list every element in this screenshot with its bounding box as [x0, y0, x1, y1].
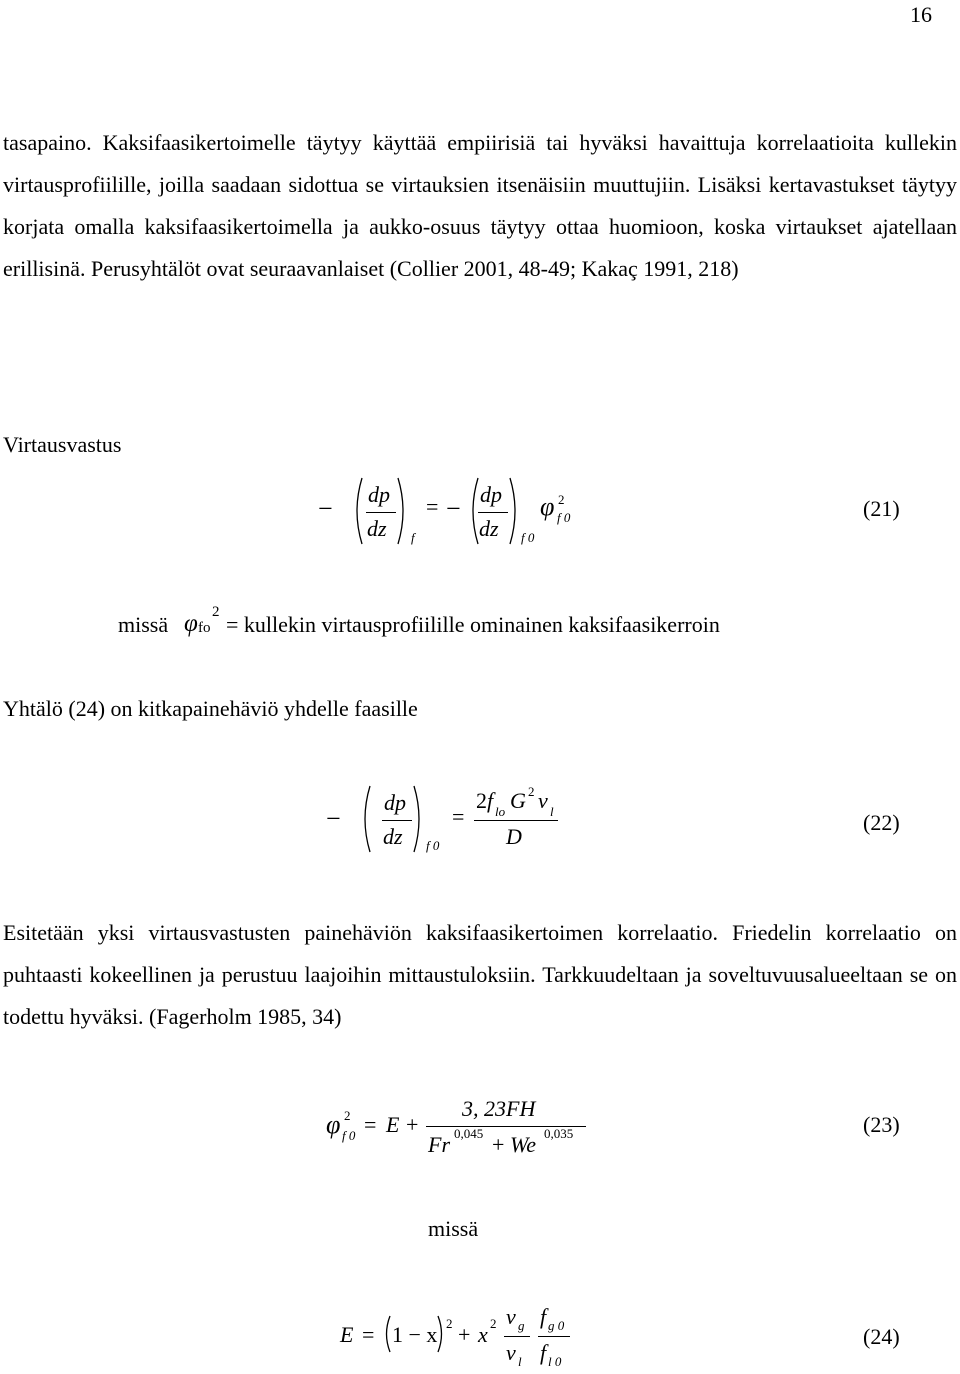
eq24-x: x [478, 1322, 488, 1347]
eq23-den-We-exp: 0,035 [544, 1126, 574, 1141]
eq21-sub-f: f [411, 530, 415, 545]
eq24-equals: = [362, 1322, 375, 1347]
eq24-den-l: l [518, 1354, 522, 1369]
eq23-plus: + [406, 1112, 419, 1137]
eq22-num-two: 2 [476, 788, 487, 813]
yhtalo-line: Yhtälö (24) on kitkapainehäviö yhdelle faasille [3, 696, 418, 721]
eq22-left-paren [358, 784, 372, 854]
equation-23 [0, 1092, 960, 1164]
eq24-one-minus-x: 1 − x [392, 1322, 438, 1347]
eq24-fraction-bar-2 [538, 1336, 570, 1337]
eq22-num-lo: lo [495, 804, 506, 819]
eq21-dp-1: dp [368, 482, 390, 507]
eq24-right-paren [436, 1314, 446, 1354]
eq23-phi: φ [326, 1110, 341, 1139]
eq24-fraction-bar-1 [504, 1336, 530, 1337]
eq22-sub-f0: f 0 [426, 838, 440, 853]
eq21-minus-2: − [446, 494, 461, 523]
eq24-left-paren [382, 1314, 392, 1354]
eq23-phi-sub: f 0 [342, 1128, 356, 1143]
eq24-num-g: g [518, 1318, 525, 1333]
equation-number-24: (24) [863, 1324, 900, 1349]
eq24-den-l0: l 0 [548, 1354, 562, 1369]
missa-definition-text: = kullekin virtausprofiilille ominainen kaksifaasikerroin [226, 612, 720, 637]
missa-label: missä [118, 612, 169, 637]
eq21-minus: − [318, 494, 333, 523]
equation-number-23: (23) [863, 1112, 900, 1137]
eq24-num-g0: g 0 [548, 1318, 565, 1333]
eq21-phi-sub: f 0 [557, 510, 571, 525]
eq21-right-paren-2 [508, 476, 522, 546]
eq24-den-v: v [506, 1340, 516, 1365]
eq21-equals: = [426, 494, 439, 519]
eq24-paren-sup: 2 [446, 1316, 453, 1331]
eq22-dp: dp [384, 790, 406, 815]
page-number: 16 [910, 2, 932, 27]
eq22-equals: = [452, 804, 465, 829]
equation-number-21: (21) [863, 496, 900, 521]
eq23-den-Fr-exp: 0,045 [454, 1126, 484, 1141]
eq23-phi-sup: 2 [344, 1108, 351, 1123]
eq24-num-f: f [540, 1304, 547, 1329]
missa-definition [118, 604, 918, 644]
equation-24 [0, 1300, 960, 1374]
eq22-num-l: l [550, 804, 554, 819]
eq21-phi: φ [540, 492, 555, 521]
eq21-sub-f0: f 0 [521, 530, 535, 545]
eq24-x-sup: 2 [490, 1316, 497, 1331]
eq22-dz: dz [383, 824, 403, 849]
eq23-den-Fr: Fr [428, 1132, 450, 1157]
eq23-equals: = [364, 1112, 377, 1137]
eq21-right-paren-1 [396, 476, 410, 546]
eq22-num-v: v [538, 788, 548, 813]
eq21-dz-2: dz [479, 516, 499, 541]
heading-virtausvastus: Virtausvastus [3, 432, 122, 457]
eq23-E: E [386, 1112, 400, 1137]
missa-phi-sup: 2 [212, 604, 220, 620]
equation-number-22: (22) [863, 810, 900, 835]
paragraph-friedel: Esitetään yksi virtausvastusten painehäviön kaksifaasikertoimen korrelaatio. Friedelin korrelaatio on puhtaasti kokeellinen ja perustuu laajoihin mittaustuloksiin. Tarkkuudeltaan ja soveltuvuusalueeltaan se on todettu hyväksi. (Fagerholm 1985, 34) [3, 920, 957, 1029]
eq21-dz-1: dz [367, 516, 387, 541]
eq21-fraction-bar-1 [366, 512, 396, 513]
eq21-phi-sup: 2 [558, 492, 565, 507]
missa-phi: φ [184, 610, 198, 637]
missa-label-2: missä [428, 1216, 479, 1241]
eq24-num-v: v [506, 1304, 516, 1329]
eq22-fraction-bar-2 [474, 820, 558, 821]
eq24-plus: + [458, 1322, 471, 1347]
equation-21 [0, 470, 960, 560]
eq22-den-D: D [506, 824, 522, 849]
missa-phi-sub: fo [198, 620, 211, 636]
eq22-right-paren [412, 784, 426, 854]
eq23-numerator: 3, 23FH [462, 1096, 536, 1121]
eq22-minus: − [326, 804, 341, 833]
eq23-den-plus: + [492, 1132, 505, 1157]
eq22-num-G: G [510, 788, 526, 813]
eq21-left-paren-2 [466, 476, 480, 546]
eq24-E: E [340, 1322, 354, 1347]
eq21-fraction-bar-2 [478, 512, 508, 513]
eq23-den-We: We [510, 1132, 537, 1157]
eq24-den-f: f [540, 1340, 547, 1365]
eq22-fraction-bar-1 [382, 820, 412, 821]
paragraph-intro: tasapaino. Kaksifaasikertoimelle täytyy käyttää empiirisiä tai hyväksi havaittuja korrelaatioita kullekin virtausprofiilille, joilla saadaan sidottua se virtauksien itsenäisiin muuttujiin. Lisäksi kertavastukset täytyy korjata omalla kaksifaasikertoimella ja aukko-osuus täytyy ottaa huomioon, koska virtaukset ajatellaan erillisinä. Perusyhtälöt ovat seuraavanlaiset (Collier 2001, 48-49; Kakaç 1991, 218) [3, 130, 957, 281]
eq22-num-f: f [487, 788, 494, 813]
eq21-dp-2: dp [480, 482, 502, 507]
eq21-left-paren-1 [350, 476, 364, 546]
eq22-num-G-sup: 2 [528, 784, 535, 799]
equation-22 [0, 776, 960, 866]
